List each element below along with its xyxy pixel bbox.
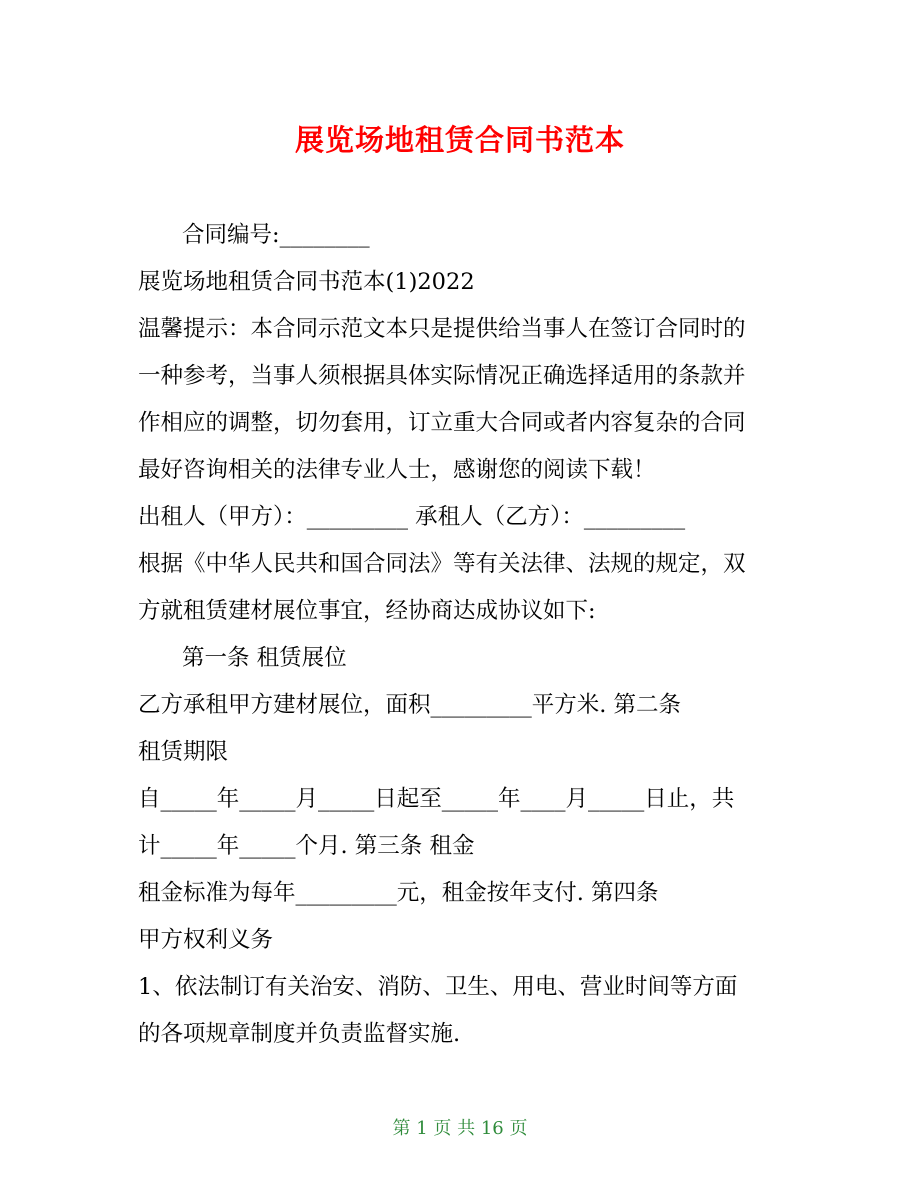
article-1-body-line: 乙方承租甲方建材展位，面积_________平方米. 第二条	[138, 692, 682, 718]
contract-number-line: 合同编号:________	[182, 222, 370, 248]
notice-line-2: 一种参考，当事人须根据具体实际情况正确选择适用的条款并	[138, 363, 746, 389]
rent-line: 租金标准为每年_________元，租金按年支付. 第四条	[138, 880, 659, 906]
article-4-heading: 甲方权利义务	[138, 927, 274, 953]
obligation-line-2: 的各项规章制度并负责监督实施.	[138, 1021, 461, 1047]
notice-line-1: 温馨提示：本合同示范文本只是提供给当事人在签订合同时的	[138, 316, 746, 342]
obligation-line-1: 1、依法制订有关治安、消防、卫生、用电、营业时间等方面	[138, 974, 738, 1000]
term-line-1: 自_____年_____月_____日起至_____年____月_____日止，共	[138, 786, 735, 812]
article-2-heading: 租赁期限	[138, 739, 229, 765]
article-1-heading: 第一条 租赁展位	[182, 645, 347, 671]
notice-line-3: 作相应的调整，切勿套用，订立重大合同或者内容复杂的合同	[138, 410, 746, 436]
document-subtitle-line: 展览场地租赁合同书范本(1)2022	[138, 269, 475, 295]
document-title: 展览场地租赁合同书范本	[294, 123, 625, 157]
page-footer: 第 1 页 共 16 页	[392, 1118, 528, 1139]
preamble-line-2: 方就租赁建材展位事宜，经协商达成协议如下:	[138, 598, 596, 624]
notice-line-4: 最好咨询相关的法律专业人士，感谢您的阅读下载！	[138, 457, 656, 483]
term-line-2: 计_____年_____个月. 第三条 租金	[138, 833, 475, 859]
preamble-line-1: 根据《中华人民共和国合同法》等有关法律、法规的规定，双	[138, 551, 746, 577]
parties-line: 出租人（甲方）：_________ 承租人（乙方）：_________	[138, 504, 686, 530]
